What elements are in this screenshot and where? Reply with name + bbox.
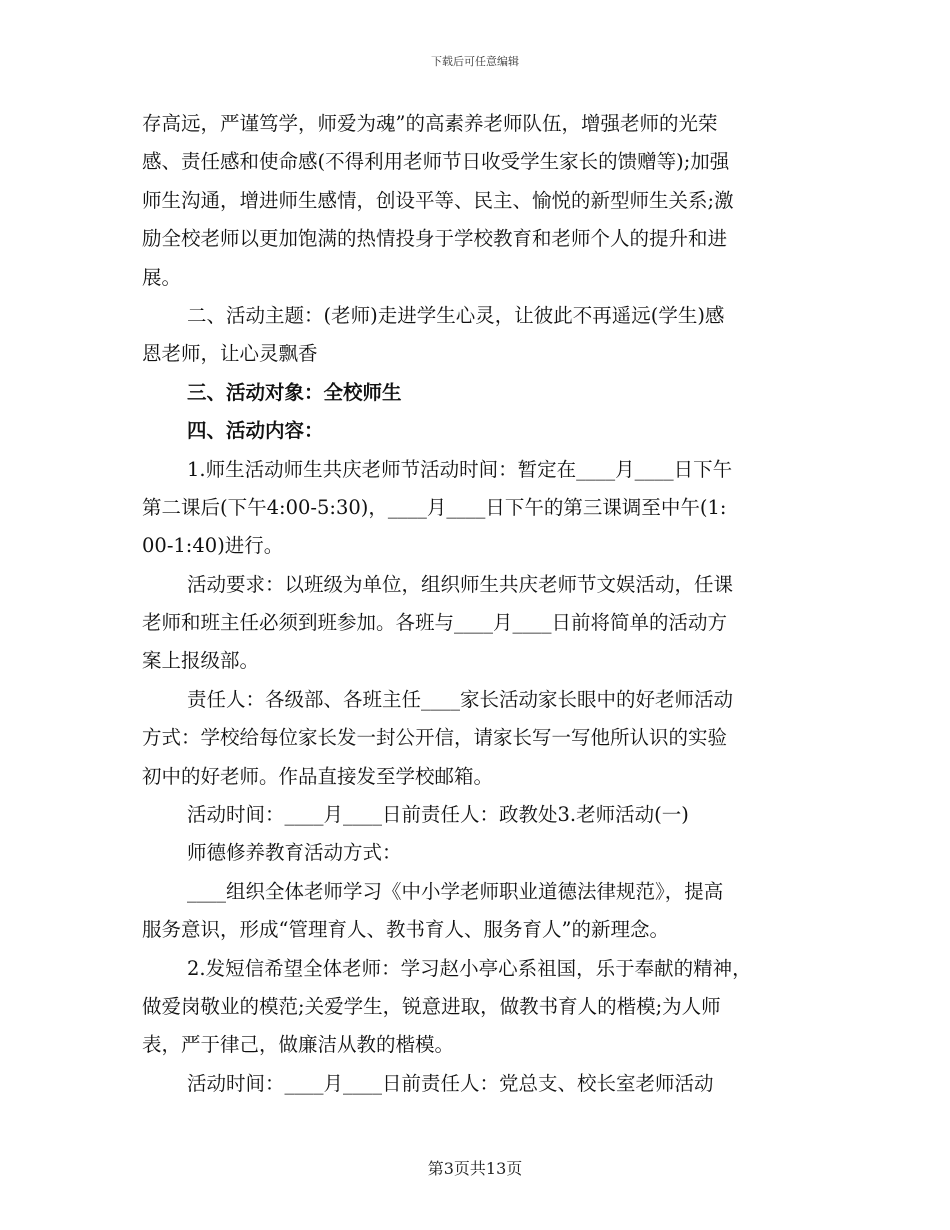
text-line: 展。 [142,265,182,289]
text-line: 2.发短信希望全体老师：学习赵小亭心系祖国，乐于奉献的精神， [187,956,752,980]
section-heading-theme: 二、活动主题：(老师)走进学生心灵，让彼此不再遥远(学生)感 [187,303,725,327]
text-line: 活动要求：以班级为单位，组织师生共庆老师节文娱活动，任课 [187,572,734,596]
section-heading-content: 四、活动内容： [187,419,324,443]
text-line: 做爱岗敬业的模范;关爱学生，锐意进取，做教书育人的楷模;为人师 [142,994,721,1018]
text-line: 老师和班主任必须到班参加。各班与____月____日前将简单的活动方 [142,611,728,635]
text-line: 第二课后(下午4:00-5:30)，____月____日下午的第三课调至中午(1: [142,495,727,519]
text-line: 表，严于律己，做廉洁从教的楷模。 [142,1033,455,1057]
text-line: 1.师生活动师生共庆老师节活动时间：暂定在____月____日下午 [187,457,733,481]
text-line: ____组织全体老师学习《中小学老师职业道德法律规范》，提高 [187,879,724,903]
text-line: 责任人：各级部、各班主任____家长活动家长眼中的好老师活动 [187,687,734,711]
section-heading-audience: 三、活动对象：全校师生 [187,380,402,404]
text-line: 存高远，严谨笃学，师爱为魂”的高素养老师队伍，增强老师的光荣 [142,112,718,135]
text-line: 服务意识，形成“管理育人、教书育人、服务育人”的新理念。 [142,918,669,942]
text-line: 师德修养教育活动方式： [187,841,402,865]
page-header: 下载后可任意编辑 [431,55,519,68]
text-line: 活动时间：____月____日前责任人：政教处3.老师活动(一) [187,803,689,827]
text-line: 励全校老师以更加饱满的热情投身于学校教育和老师个人的提升和进 [142,227,728,251]
text-line: 恩老师，让心灵飘香 [142,342,318,366]
text-line: 方式：学校给每位家长发一封公开信，请家长写一写他所认识的实验 [142,726,728,750]
text-line: 案上报级部。 [142,649,260,673]
document-body [142,105,812,1103]
text-line: 00-1:40)进行。 [142,534,284,558]
text-line: 师生沟通，增进师生感情，创设平等、民主、愉悦的新型师生关系;激 [142,188,734,212]
text-line: 感、责任感和使命感(不得利用老师节日收受学生家长的馈赠等);加强 [142,150,730,174]
text-line: 初中的好老师。作品直接发至学校邮箱。 [142,764,494,788]
page-number: 第3页共13页 [427,1159,523,1178]
text-line: 活动时间：____月____日前责任人：党总支、校长室老师活动 [187,1071,714,1095]
